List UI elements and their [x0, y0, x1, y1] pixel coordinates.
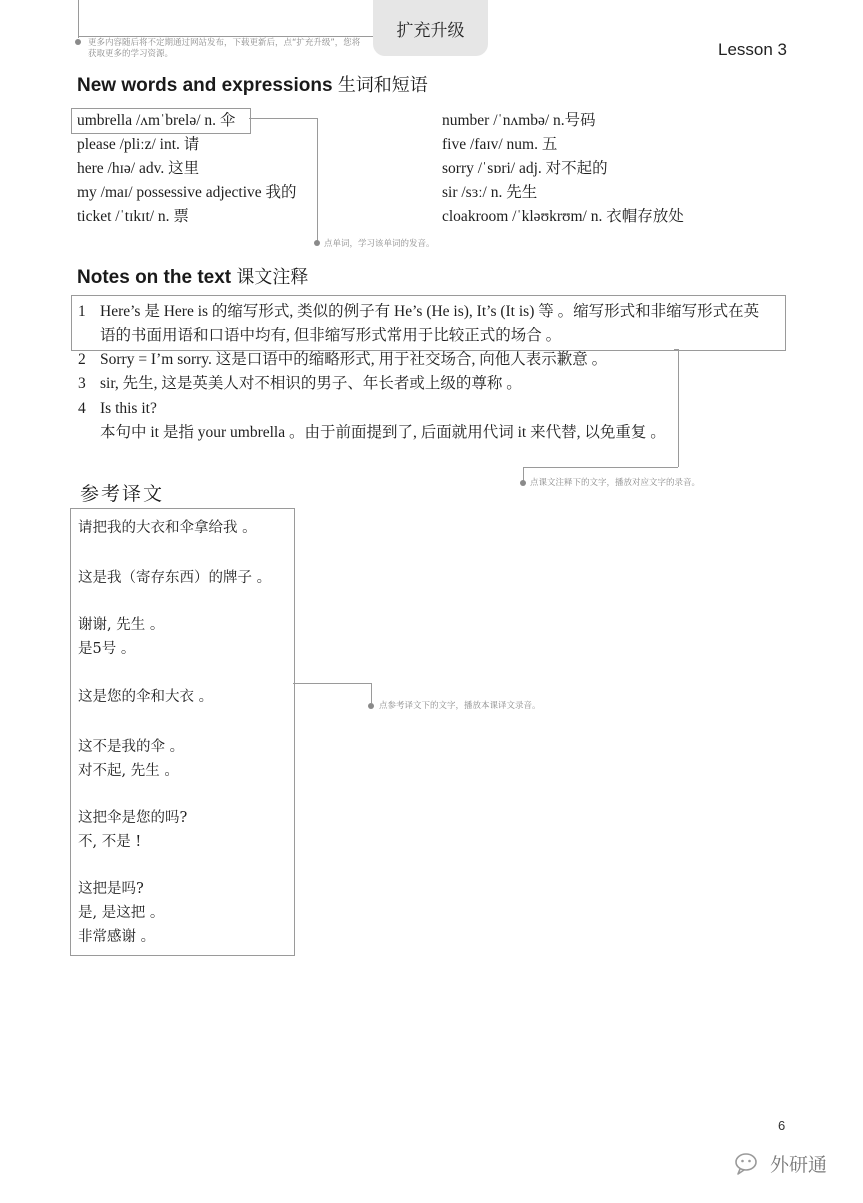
upgrade-tab[interactable]: 扩充升级: [373, 0, 488, 56]
note-1[interactable]: [78, 300, 759, 348]
notes-title-cn: 课文注释: [236, 267, 309, 288]
word-umbrella[interactable]: umbrella /ʌmˈbrelə/ n. 伞: [77, 112, 236, 129]
word-number[interactable]: number /ˈnʌmbə/ n.号码: [442, 112, 596, 129]
note-4-number: 4: [78, 400, 86, 417]
note-1-line2: 语的书面用语和口语中均有, 但非缩写形式常用于比较正式的场合 。: [100, 327, 562, 344]
translation-line-11[interactable]: 是, 是这把 。: [78, 905, 165, 921]
new-words-title: [77, 71, 428, 97]
wechat-icon: [734, 1152, 764, 1176]
word-here[interactable]: here /hɪə/ adv. 这里: [77, 160, 200, 177]
translation-line-1[interactable]: 请把我的大衣和伞拿给我 。: [78, 520, 257, 536]
translation-line-8[interactable]: 这把伞是您的吗?: [78, 810, 188, 826]
word-list-right: [442, 109, 684, 229]
word-ticket[interactable]: ticket /ˈtɪkɪt/ n. 票: [77, 208, 189, 225]
translation-line-5[interactable]: 这是您的伞和大衣 。: [78, 689, 214, 705]
word-my[interactable]: my /maɪ/ possessive adjective 我的: [77, 184, 297, 201]
note-4[interactable]: [78, 397, 666, 445]
note-2-number: 2: [78, 351, 86, 368]
note-3-text: sir, 先生, 这是英美人对不相识的男子、年长者或上级的尊称 。: [100, 375, 522, 392]
note-4-line1: Is this it?: [100, 400, 157, 417]
note-3[interactable]: [78, 372, 522, 396]
translation-line-12[interactable]: 非常感谢 。: [78, 929, 156, 945]
translation-line-6[interactable]: 这不是我的伞 。: [78, 739, 185, 755]
notes-title-en: Notes on the text: [77, 267, 232, 288]
translation-line-3[interactable]: 谢谢, 先生 。: [78, 617, 165, 633]
translation-line-7[interactable]: 对不起, 先生 。: [78, 763, 179, 779]
translation-line-2[interactable]: 这是我（寄存东西）的牌子 。: [78, 570, 272, 586]
word-cloakroom[interactable]: cloakroom /ˈkləʊkrʊm/ n. 衣帽存放处: [442, 208, 684, 225]
word-five[interactable]: five /faɪv/ num. 五: [442, 136, 558, 153]
note-1-line1: Here’s 是 Here is 的缩写形式, 类似的例子有 He’s (He is), It’s (It is) 等 。缩写形式和非缩写形式在英: [100, 303, 760, 320]
translation-line-9[interactable]: 不, 不是 !: [78, 834, 142, 850]
notes-hint: 点课文注释下的文字，播放对应文字的录音。: [530, 478, 701, 488]
new-words-title-cn: 生词和短语: [337, 75, 428, 96]
note-4-line2: 本句中 it 是指 your umbrella 。由于前面提到了, 后面就用代词 it 来代替, 以免重复 。: [100, 424, 666, 441]
new-words-hint: 点单词，学习该单词的发音。: [324, 239, 435, 249]
translation-hint: 点参考译文下的文字，播放本课译文录音。: [379, 701, 541, 711]
word-sir[interactable]: sir /sɜː/ n. 先生: [442, 184, 538, 201]
header-notice: 更多内容随后将不定期通过网站发布，下载更新后，点“扩充升级”，您将获取更多的学习资源。: [88, 38, 361, 59]
page-number: 6: [778, 1118, 786, 1133]
word-list-left: [77, 109, 297, 229]
notes-title: [77, 263, 308, 289]
translation-title: 参考译文: [80, 483, 165, 505]
lesson-label: Lesson 3: [718, 40, 787, 59]
new-words-title-en: New words and expressions: [77, 75, 333, 96]
translation-line-10[interactable]: 这把是吗?: [78, 881, 144, 897]
brand-watermark: [734, 1150, 827, 1177]
note-2[interactable]: [78, 348, 607, 372]
word-please[interactable]: please /pliːz/ int. 请: [77, 136, 200, 153]
brand-name: 外研通: [770, 1154, 828, 1176]
note-3-number: 3: [78, 375, 86, 392]
translation-line-4[interactable]: 是5号 。: [78, 641, 136, 657]
word-sorry[interactable]: sorry /ˈsɒri/ adj. 对不起的: [442, 160, 608, 177]
note-2-text: Sorry = I’m sorry. 这是口语中的缩略形式, 用于社交场合, 向他人表示歉意 。: [100, 351, 608, 368]
note-1-number: 1: [78, 303, 86, 320]
